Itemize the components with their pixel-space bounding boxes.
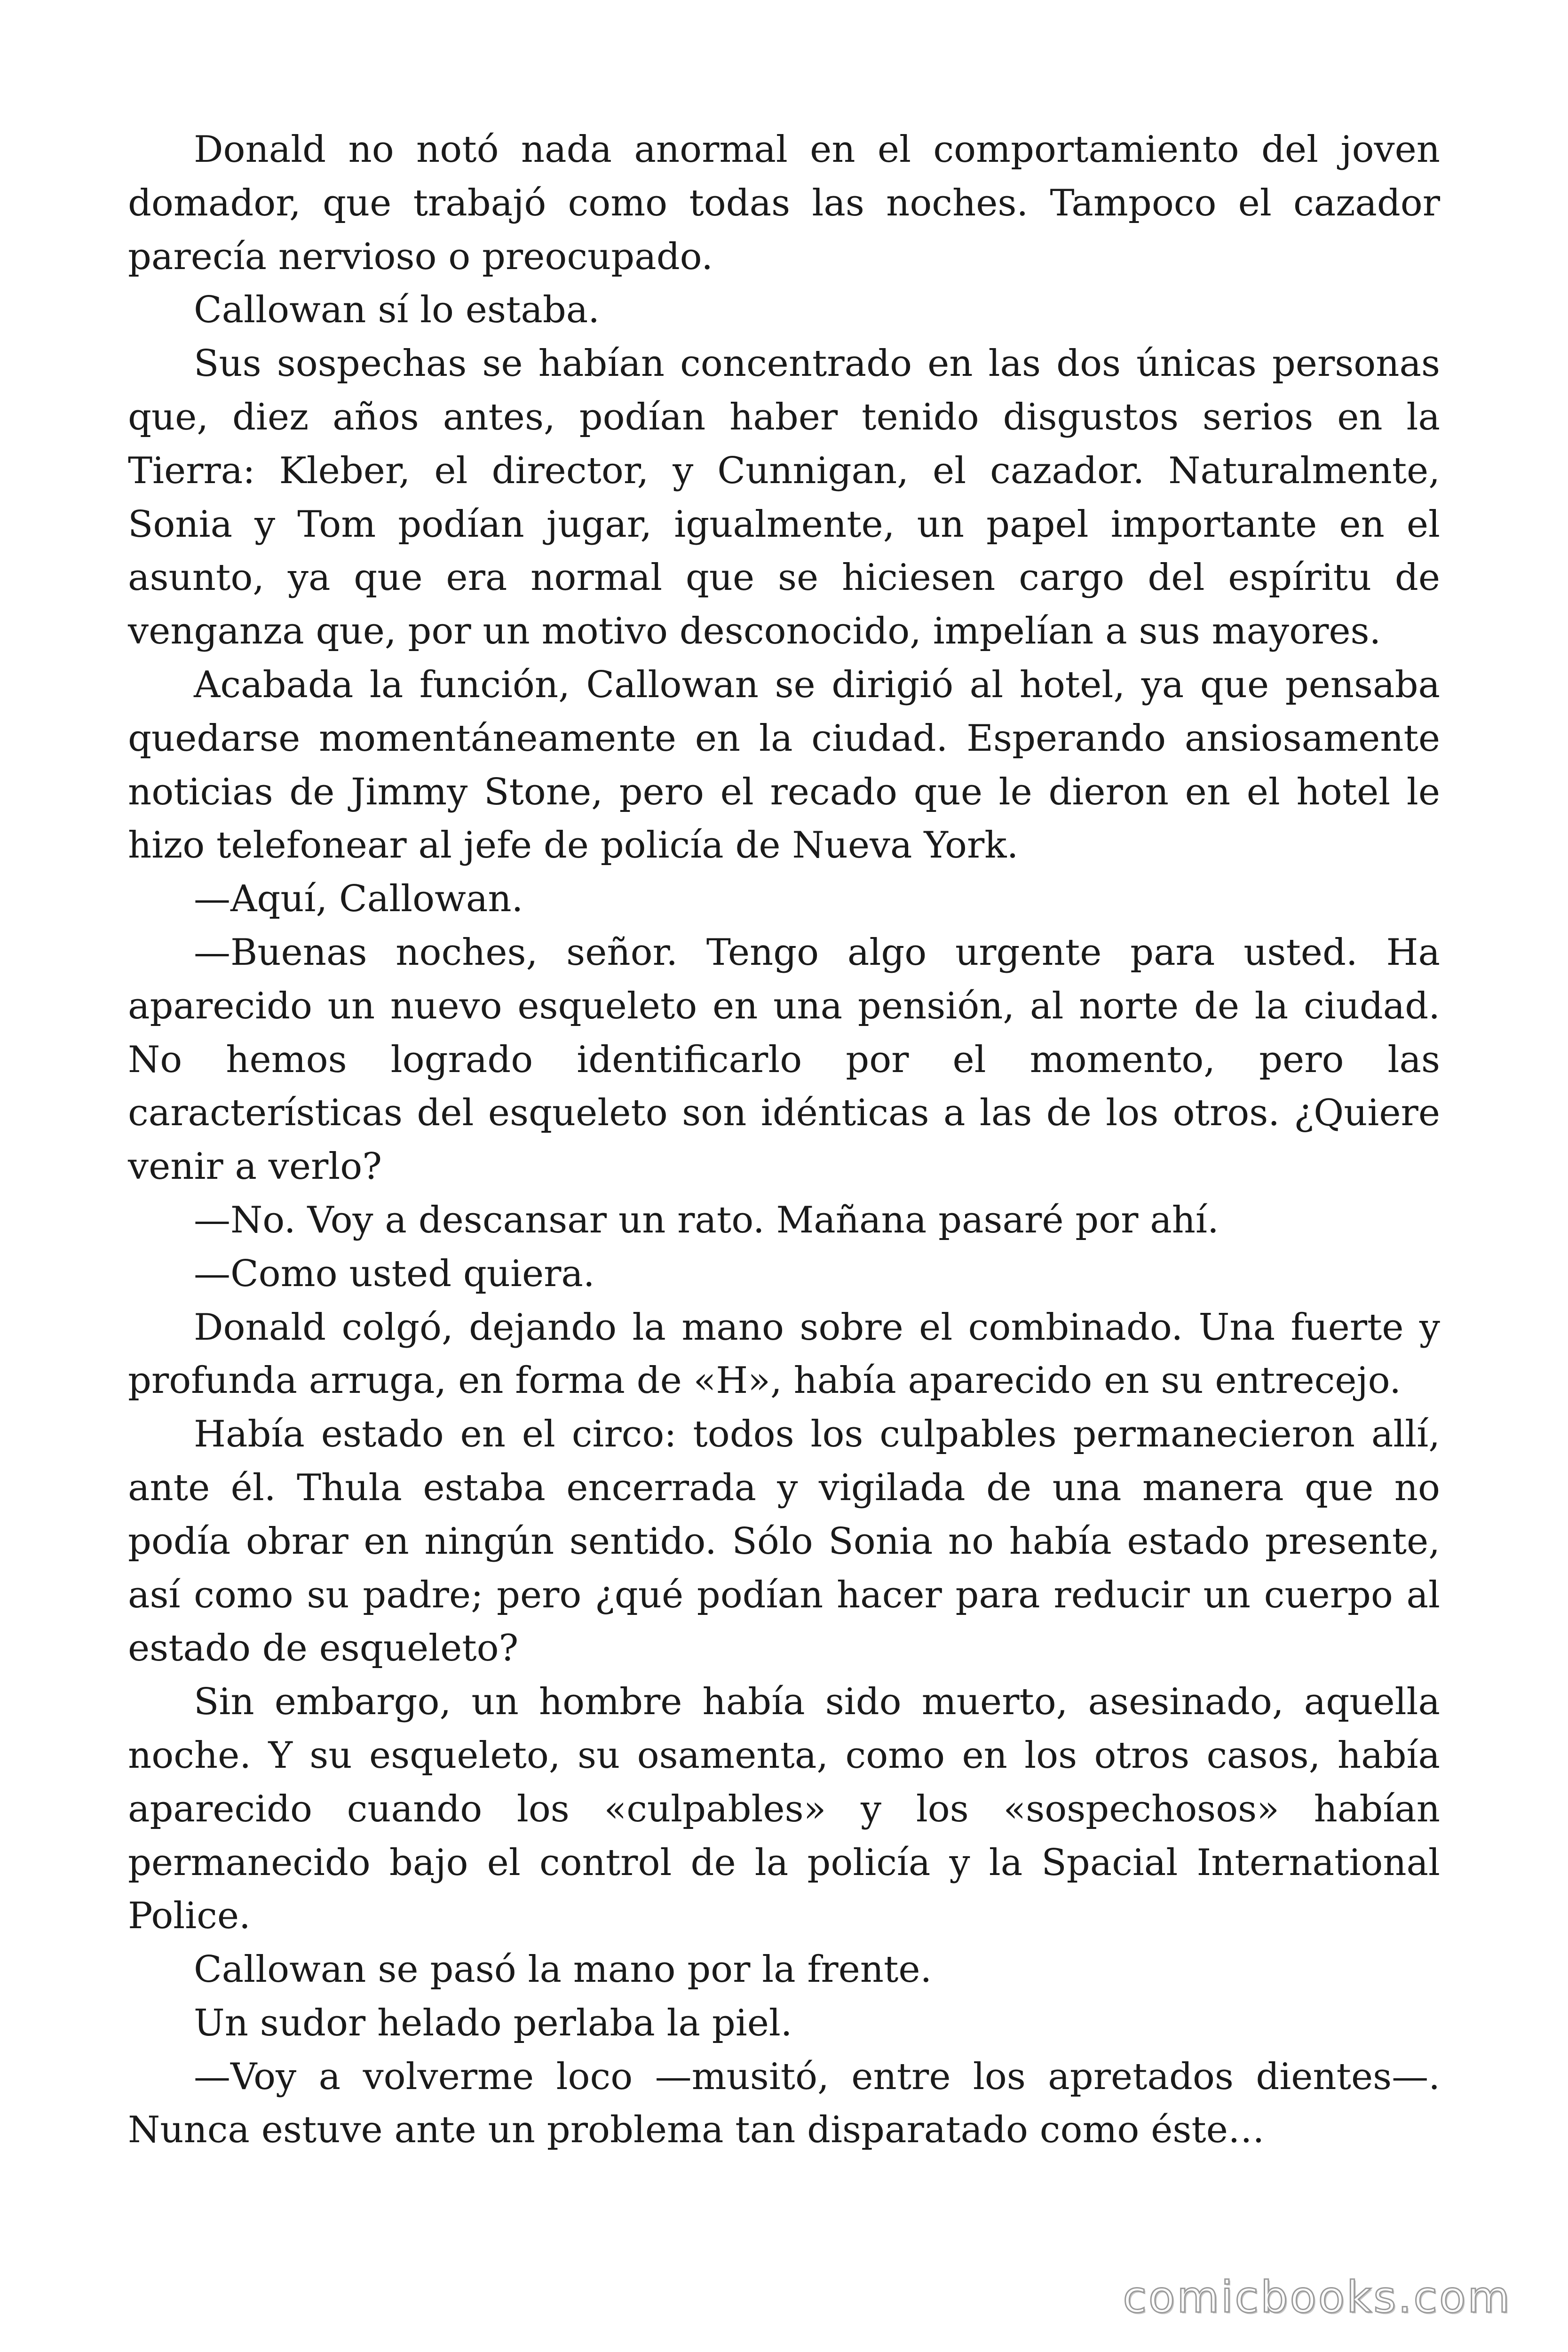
- paragraph-7: —No. Voy a descansar un rato. Mañana pasaré por ahí.: [194, 1199, 1219, 1241]
- paragraph-5: —Aquí, Callowan.: [194, 878, 523, 921]
- watermark: comicbooks.com: [1123, 2272, 1512, 2322]
- paragraph-12: Callowan se pasó la mano por la frente.: [194, 1948, 932, 1991]
- paragraph-8: —Como usted quiera.: [194, 1252, 595, 1295]
- paragraph-11: Sin embargo, un hombre había sido muerto, asesinado, aquella noche. Y su esqueleto, su osamenta, como en los otros casos, había aparecido cuando los «culpables» y los «sospechosos» habían permanecido bajo el control de la policía y la Spacial International Police.: [128, 1681, 1440, 1938]
- paragraph-1: Donald no notó nada anormal en el comportamiento del joven domador, que trabajó como todas las noches. Tampoco el cazador parecía nervioso o preocupado.: [128, 128, 1440, 278]
- paragraph-3: Sus sospechas se habían concentrado en las dos únicas personas que, diez años antes, podían haber tenido disgustos serios en la Tierra: Kleber, el director, y Cunnigan, el cazador. Naturalmente, Sonia y Tom podían jugar, igualmente, un papel importante en el asunto, ya que era normal que se hiciesen cargo del espíritu de venganza que, por un motivo desconocido, impelían a sus mayores.: [128, 342, 1440, 653]
- paragraph-10: Había estado en el circo: todos los culpables permanecieron allí, ante él. Thula estaba encerrada y vigilada de una manera que no podía obrar en ningún sentido. Sólo Sonia no había estado presente, así como su padre; pero ¿qué podían hacer para reducir un cuerpo al estado de esqueleto?: [128, 1413, 1440, 1670]
- paragraph-4: Acabada la función, Callowan se dirigió al hotel, ya que pensaba quedarse momentáneamente en la ciudad. Esperando ansiosamente noticias de Jimmy Stone, pero el recado que le dieron en el hotel le hizo telefonear al jefe de policía de Nueva York.: [128, 663, 1440, 867]
- paragraph-9: Donald colgó, dejando la mano sobre el combinado. Una fuerte y profunda arruga, en forma de «H», había aparecido en su entrecejo.: [128, 1306, 1440, 1402]
- paragraph-13: Un sudor helado perlaba la piel.: [194, 2002, 792, 2044]
- paragraph-2: Callowan sí lo estaba.: [194, 289, 600, 332]
- page-body: [128, 123, 1440, 2157]
- paragraph-14: —Voy a volverme loco —musitó, entre los apretados dientes—. Nunca estuve ante un problema tan disparatado como éste…: [128, 2055, 1440, 2152]
- paragraph-6: —Buenas noches, señor. Tengo algo urgente para usted. Ha aparecido un nuevo esqueleto en una pensión, al norte de la ciudad. No hemos logrado identificarlo por el momento, pero las características del esqueleto son idénticas a las de los otros. ¿Quiere venir a verlo?: [128, 931, 1440, 1188]
